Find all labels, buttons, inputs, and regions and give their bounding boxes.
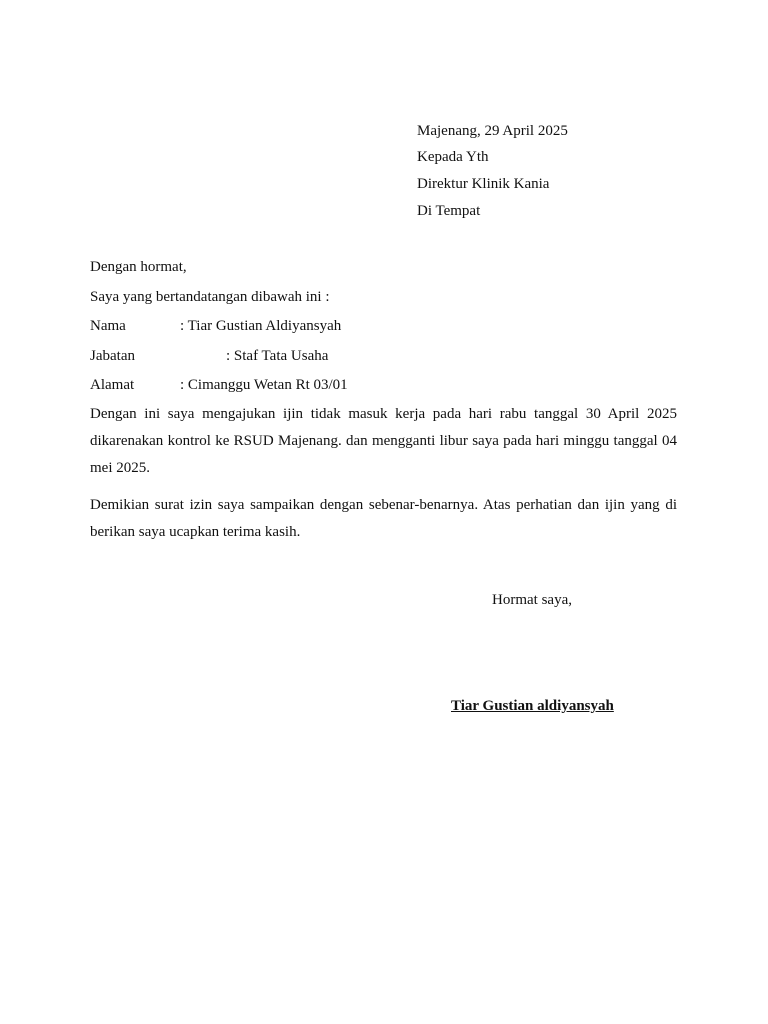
- addressee-salutation: Kepada Yth: [417, 149, 489, 165]
- body-paragraph-closing: Demikian surat izin saya sampaikan dengan sebenar-benarnya. Atas perhatian dan ijin yang di berikan saya ucapkan terima kasih.: [90, 497, 677, 540]
- recipient: Direktur Klinik Kania: [417, 176, 550, 192]
- signer-name: Tiar Gustian aldiyansyah: [451, 698, 614, 714]
- intro-text: Saya yang bertandatangan dibawah ini :: [90, 289, 330, 305]
- name-label: Nama: [90, 318, 126, 334]
- name-value: : Tiar Gustian Aldiyansyah: [180, 318, 342, 334]
- greeting: Dengan hormat,: [90, 259, 187, 275]
- position-label: Jabatan: [90, 348, 135, 364]
- regards: Hormat saya,: [492, 592, 572, 608]
- body-paragraph-request: Dengan ini saya mengajukan ijin tidak masuk kerja pada hari rabu tanggal 30 April 2025 dikarenakan kontrol ke RSUD Majenang. dan mengganti libur saya pada hari minggu tanggal 04 mei 2025.: [90, 406, 677, 476]
- address-value: : Cimanggu Wetan Rt 03/01: [180, 377, 348, 393]
- address-label: Alamat: [90, 377, 135, 393]
- recipient-location: Di Tempat: [417, 203, 481, 219]
- position-value: : Staf Tata Usaha: [226, 348, 329, 364]
- place-date: Majenang, 29 April 2025: [417, 123, 568, 139]
